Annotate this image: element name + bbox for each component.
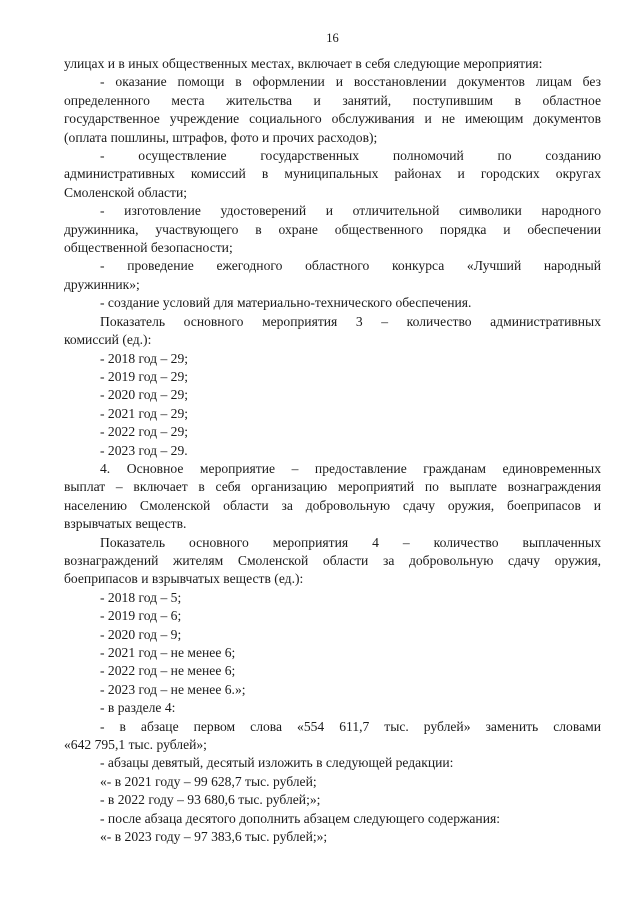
text-line: - проведение ежегодного областного конкурса «Лучший народный [100,258,601,274]
text-line: - 2019 год – 6; [100,608,182,624]
text-line: 4. Основное мероприятие – предоставление гражданам единовременных [100,460,601,476]
text-line: - создание условий для материально-технического обеспечения. [100,295,472,311]
text-line: вознаграждений жителям Смоленской области за добровольную сдачу оружия, [64,552,601,568]
text-line: дружинник»; [64,276,140,292]
text-line: дружинника, участвующего в охране общественного порядка и обеспечении [64,221,601,237]
text-line: Показатель основного мероприятия 3 – количество административных [100,313,601,329]
text-line: Смоленской области; [64,184,188,200]
text-line: - 2019 год – 29; [100,368,189,384]
text-line: - в абзаце первом слова «554 611,7 тыс. рублей» заменить словами [100,718,601,734]
text-line: - 2023 год – не менее 6.»; [100,681,246,697]
text-line: - 2022 год – не менее 6; [100,663,236,679]
text-line: - 2018 год – 5; [100,589,182,605]
text-line: - оказание помощи в оформлении и восстановлении документов лицам без [100,74,601,90]
text-line: «- в 2023 году – 97 383,6 тыс. рублей;»; [100,829,328,845]
text-line: боеприпасов и взрывчатых веществ (ед.): [64,571,304,587]
text-line: - 2023 год – 29. [100,442,188,458]
text-line: «- в 2021 году – 99 628,7 тыс. рублей; [100,773,317,789]
text-line: - 2020 год – 29; [100,387,189,403]
text-line: «642 795,1 тыс. рублей»; [64,737,207,753]
text-line: общественной безопасности; [64,240,233,256]
text-line: улицах и в иных общественных местах, включает в себя следующие мероприятия: [64,56,543,71]
text-line: государственное учреждение социального обслуживания и не имеющим документов [64,111,601,127]
document-body [64,55,601,846]
text-line: - 2018 год – 29; [100,350,189,366]
text-line: - осуществление государственных полномочий по созданию [100,148,601,164]
page-number: 16 [326,31,339,45]
text-line: населению Смоленской области за добровольную сдачу оружия, боеприпасов и [64,497,601,513]
text-line: - 2020 год – 9; [100,626,182,642]
text-line: выплат – включает в себя организацию мероприятий по выплате вознаграждения [64,479,601,495]
text-line: - изготовление удостоверений и отличительной символики народного [100,203,601,219]
text-line: взрывчатых веществ. [64,516,187,532]
text-line: административных комиссий в муниципальных районах и городских округах [64,166,601,182]
text-line: Показатель основного мероприятия 4 – количество выплаченных [100,534,601,550]
text-line: - после абзаца десятого дополнить абзацем следующего содержания: [100,810,501,826]
text-line: (оплата пошлины, штрафов, фото и прочих расходов); [64,129,378,145]
text-line: - 2021 год – не менее 6; [100,645,236,660]
text-line: комиссий (ед.): [64,332,152,348]
text-line: определенного места жительства и занятий, поступившим в областное [64,92,601,108]
text-line: - 2021 год – 29; [100,405,189,421]
text-line: - 2022 год – 29; [100,424,189,440]
text-line: - в разделе 4: [100,700,176,716]
text-line: - в 2022 году – 93 680,6 тыс. рублей;»; [100,792,321,808]
text-line: - абзацы девятый, десятый изложить в следующей редакции: [100,755,454,771]
